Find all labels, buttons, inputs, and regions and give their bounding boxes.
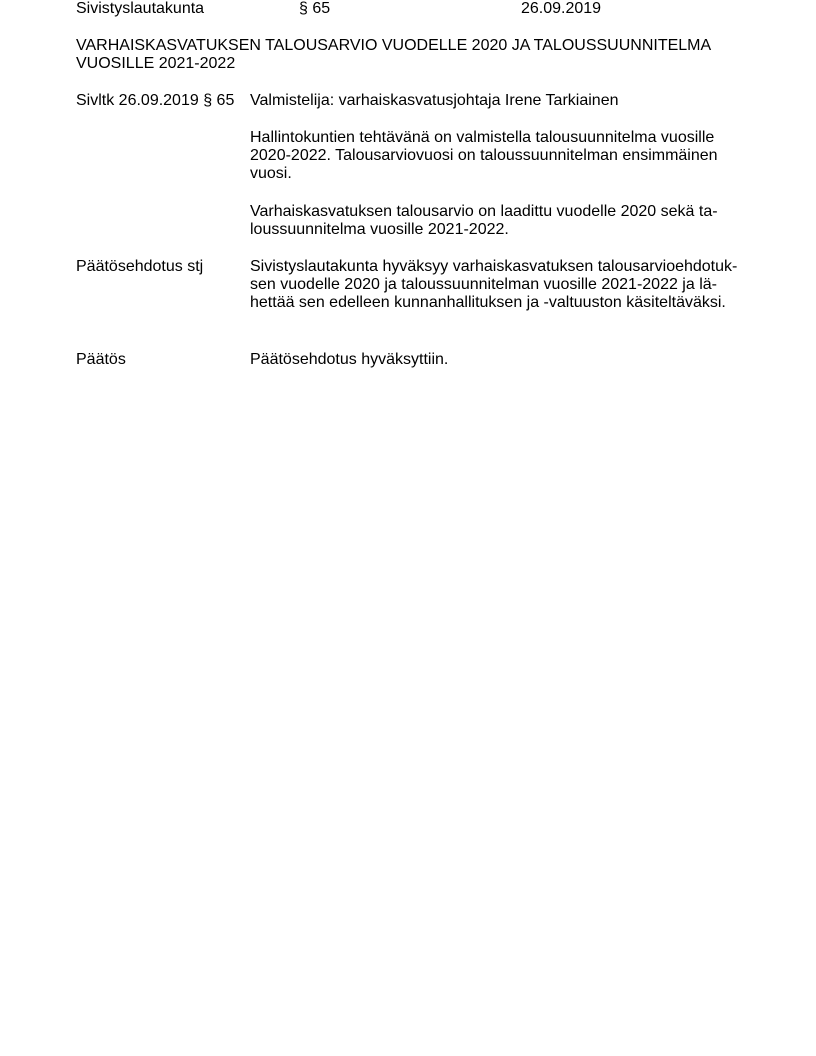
proposal-paragraph <box>250 258 750 312</box>
preparation-paragraph-1 <box>250 129 750 183</box>
paragraph-line: Sivistyslautakunta hyväksyy varhaiskasvatuksen talousarvioehdotuk- <box>250 258 738 275</box>
section-number: § 65 <box>299 0 331 17</box>
preparer-line: Valmistelija: varhaiskasvatusjohtaja Irene Tarkiainen <box>250 92 619 109</box>
proposal-label: Päätösehdotus stj <box>76 258 204 275</box>
title-line: VARHAISKASVATUKSEN TALOUSARVIO VUODELLE 2020 JA TALOUSSUUNNITELMA <box>76 37 712 54</box>
decision-text: Päätösehdotus hyväksyttiin. <box>250 351 449 368</box>
meeting-date: 26.09.2019 <box>521 0 602 17</box>
board-name: Sivistyslautakunta <box>76 0 205 17</box>
decision-label: Päätös <box>76 351 126 368</box>
paragraph-line: hettää sen edelleen kunnanhallituksen ja -valtuuston käsiteltäväksi. <box>250 294 726 311</box>
paragraph-line: Varhaiskasvatuksen talousarvio on laadittu vuodelle 2020 sekä ta- <box>250 203 718 220</box>
title-line: VUOSILLE 2021-2022 <box>76 55 236 72</box>
paragraph-line: sen vuodelle 2020 ja taloussuunnitelman vuosille 2021-2022 ja lä- <box>250 276 717 293</box>
paragraph-line: 2020-2022. Talousarviovuosi on taloussuunnitelman ensimmäinen <box>250 147 718 164</box>
document-title <box>76 37 756 73</box>
preparation-label: Sivltk 26.09.2019 § 65 <box>76 92 235 109</box>
paragraph-line: Hallintokuntien tehtävänä on valmistella talousuunnitelma vuosille <box>250 129 715 146</box>
paragraph-line: vuosi. <box>250 165 292 182</box>
paragraph-line: loussuunnitelma vuosille 2021-2022. <box>250 221 509 238</box>
preparation-paragraph-2 <box>250 203 750 239</box>
